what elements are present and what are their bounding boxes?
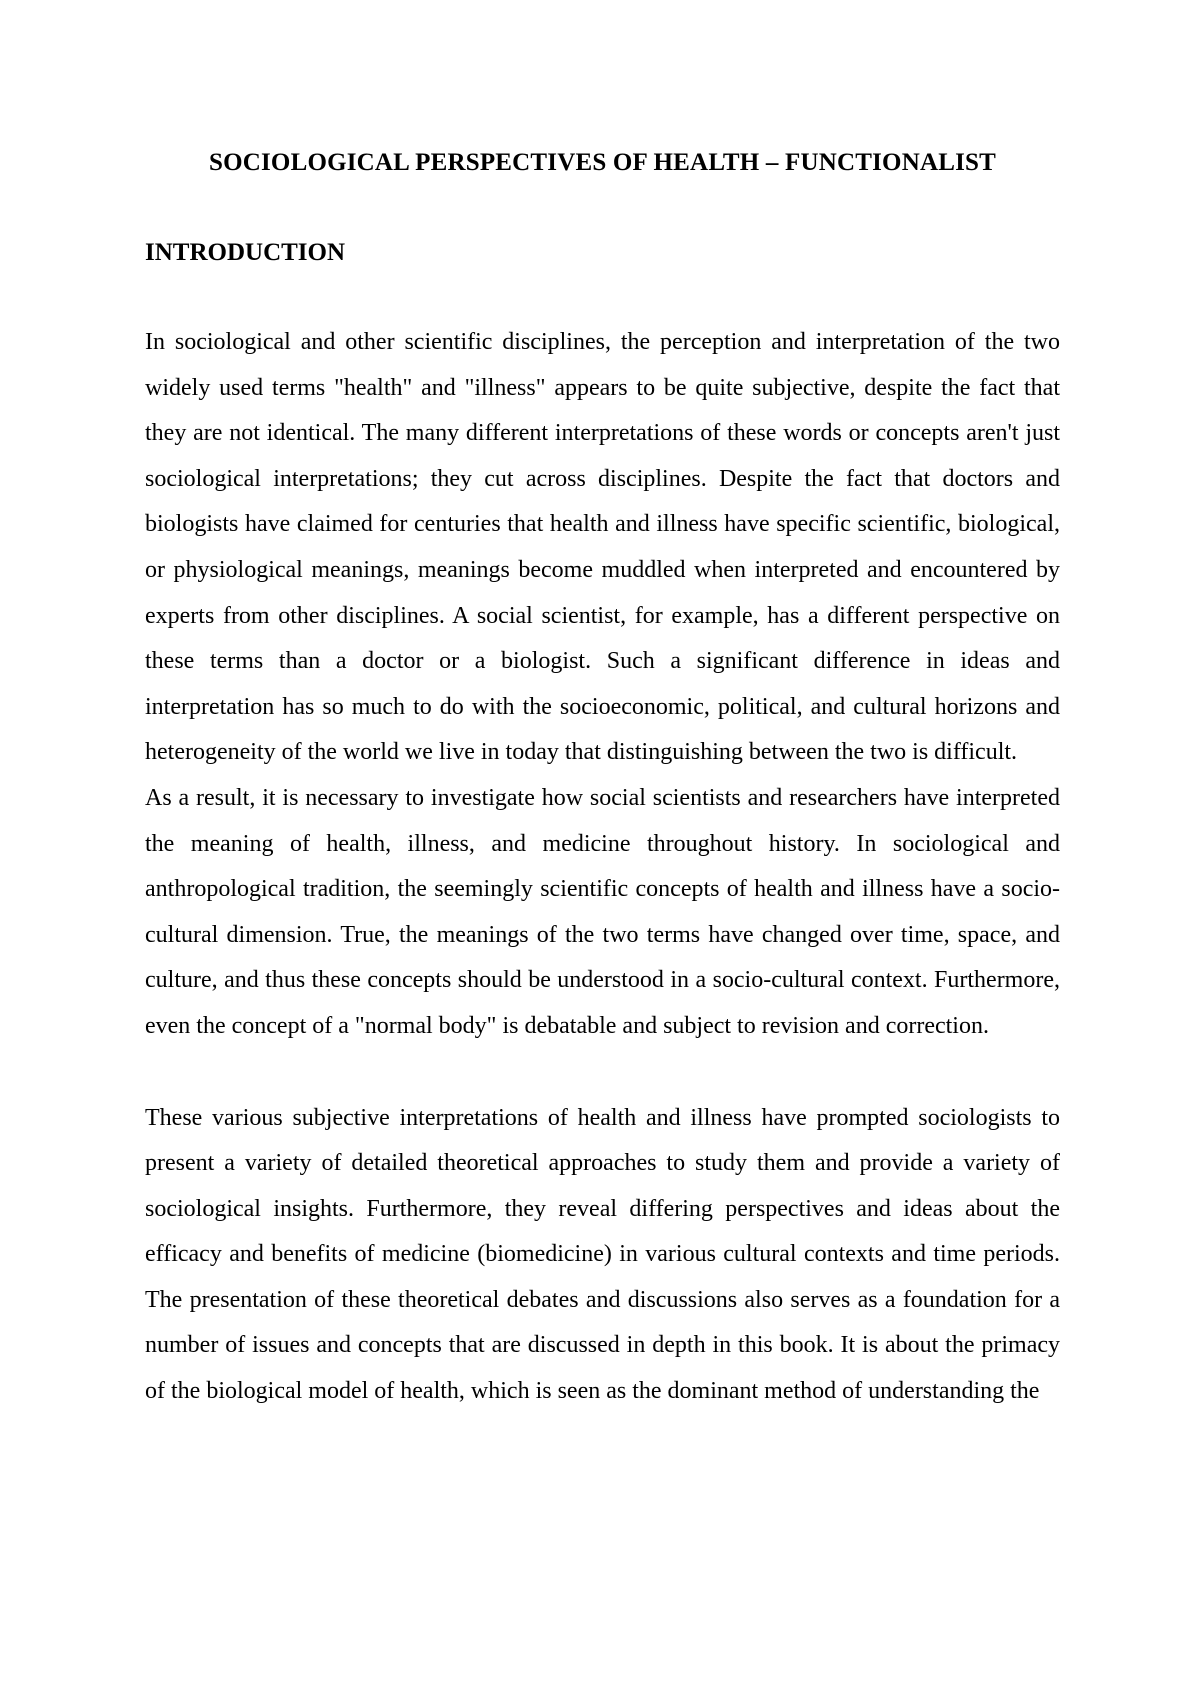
section-heading-introduction: INTRODUCTION [145, 239, 346, 266]
paragraph-1: In sociological and other scientific disciplines, the perception and interpretation of the two widely used terms "health" and "illness" appears to be quite subjective, despite the fact that they are not identical. The many different interpretations of these words or concepts aren't just sociological interpretations; they cut across disciplines. Despite the fact that doctors and biologists have claimed for centuries that health and illness have specific scientific, biological, or physiological meanings, meanings become muddled when interpreted and encountered by experts from other disciplines. A social scientist, for example, has a different perspective on these terms than a doctor or a biologist. Such a significant difference in ideas and interpretation has so much to do with the socioeconomic, political, and cultural horizons and heterogeneity of the world we live in today that distinguishing between the two is difficult. [145, 329, 1060, 766]
paragraph-3: These various subjective interpretations of health and illness have prompted sociologists to present a variety of detailed theoretical approaches to study them and provide a variety of sociological insights. Furthermore, they reveal differing perspectives and ideas about the efficacy and benefits of medicine (biomedicine) in various cultural contexts and time periods. The presentation of these theoretical debates and discussions also serves as a foundation for a number of issues and concepts that are discussed in depth in this book. It is about the primacy of the biological model of health, which is seen as the dominant method of understanding the [145, 1104, 1060, 1405]
document-title: SOCIOLOGICAL PERSPECTIVES OF HEALTH – FUNCTIONALIST [208, 149, 996, 176]
paragraph-2: As a result, it is necessary to investigate how social scientists and researchers have interpreted the meaning of health, illness, and medicine throughout history. In sociological and anthropological tradition, the seemingly scientific concepts of health and illness have a socio-cultural dimension. True, the meanings of the two terms have changed over time, space, and culture, and thus these concepts should be understood in a socio-cultural context. Furthermore, even the concept of a "normal body" is debatable and subject to revision and correction. [145, 784, 1060, 1039]
document-page [145, 140, 1060, 1415]
